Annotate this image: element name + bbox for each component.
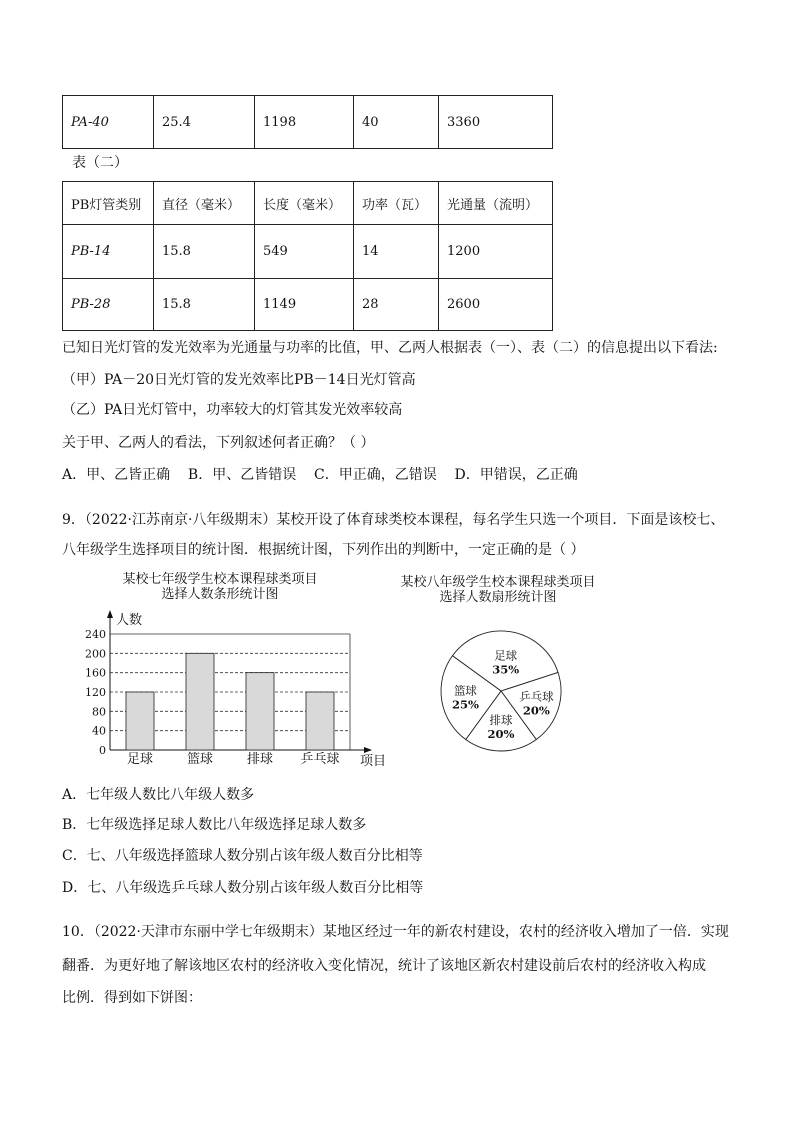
y-tick-label: 40	[92, 724, 106, 738]
table-cell: 25.4	[154, 96, 255, 149]
table-2-caption: 表（二）	[72, 155, 128, 171]
y-axis-arrow	[107, 610, 113, 618]
x-axis-arrow	[364, 747, 372, 753]
table-header-cell: PB灯管类别	[63, 182, 154, 225]
q10-line1: 10．（2022·天津市东丽中学七年级期末）某地区经过一年的新农村建设，农村的经济收入增加了一倍．实现	[62, 924, 729, 940]
bar	[186, 653, 214, 750]
table-cell: 40	[354, 96, 439, 149]
table-header-cell: 功率（瓦）	[354, 182, 439, 225]
q8-question: 关于甲、乙两人的看法，下列叙述何者正确？（ ）	[62, 435, 375, 451]
table-cell: 549	[255, 225, 354, 279]
bar-chart-title-line1: 某校七年级学生校本课程球类项目	[122, 572, 318, 587]
bar	[306, 692, 334, 750]
table-cell: 1200	[439, 225, 553, 279]
table-row	[63, 225, 553, 279]
table-1	[62, 95, 553, 149]
pie-chart-title-line1: 某校八年级学生校本课程球类项目	[400, 575, 596, 590]
table-header-row	[63, 182, 553, 225]
table-cell: 15.8	[154, 225, 255, 279]
q9-option-a: A．七年级人数比八年级人数多	[62, 787, 255, 803]
x-tick-label: 足球	[126, 752, 154, 767]
table-cell: PB-14	[63, 225, 154, 279]
table-cell: 1198	[255, 96, 354, 149]
bar-chart-title	[100, 572, 340, 602]
y-tick-label: 0	[99, 744, 106, 757]
y-axis-label: 人数	[116, 613, 143, 628]
pie-slice-label: 乒乓球	[519, 689, 554, 704]
q8-statement-a: （甲）PA－20日光灯管的发光效率比PB－14日光灯管高	[62, 372, 416, 388]
q9-option-b: B．七年级选择足球人数比八年级选择足球人数多	[62, 817, 367, 833]
table-cell: PB-28	[63, 279, 154, 331]
pie-chart-title	[370, 575, 626, 605]
q9-line2: 八年级学生选择项目的统计图．根据统计图，下列作出的判断中，一定正确的是（ ）	[62, 542, 585, 558]
table-cell: 2600	[439, 279, 553, 331]
table-row	[63, 96, 553, 149]
pie-slice-label: 排球	[489, 712, 513, 727]
pie-chart	[436, 626, 566, 756]
table-header-cell: 光通量（流明）	[439, 182, 553, 225]
x-tick-label: 排球	[246, 752, 274, 767]
q8-options: A．甲、乙皆正确 B．甲、乙皆错误 C．甲正确，乙错误 D．甲错误，乙正确	[62, 467, 578, 483]
y-tick-label: 80	[92, 705, 106, 719]
table-cell: 3360	[439, 96, 553, 149]
bar-chart-title-line2: 选择人数条形统计图	[161, 587, 279, 602]
table-header-cell: 直径（毫米）	[154, 182, 255, 225]
x-tick-label: 乒乓球	[300, 752, 340, 767]
y-tick-label: 160	[85, 666, 106, 680]
pie-slice-value: 20%	[487, 726, 515, 741]
y-tick-label: 120	[85, 686, 106, 699]
q9-line1: 9．（2022·江苏南京·八年级期末）某校开设了体育球类校本课程，每名学生只选一个项目．下面是该校七、	[62, 512, 725, 528]
pie-slice-label: 篮球	[453, 683, 477, 698]
q10-line2: 翻番．为更好地了解该地区农村的经济收入变化情况，统计了该地区新农村建设前后农村的经济收入构成	[62, 958, 706, 974]
table-cell: 15.8	[154, 279, 255, 331]
table-header-cell: 长度（毫米）	[255, 182, 354, 225]
pie-chart-title-line2: 选择人数扇形统计图	[439, 590, 557, 605]
q9-option-c: C．七、八年级选择篮球人数分别占该年级人数百分比相等	[62, 848, 423, 864]
pie-slice-label: 足球	[494, 648, 518, 663]
bar	[246, 673, 274, 750]
pie-slice-value: 20%	[522, 703, 550, 718]
q10-line3: 比例．得到如下饼图：	[62, 990, 202, 1006]
table-row	[63, 279, 553, 331]
bar-chart	[70, 606, 400, 776]
table-2	[62, 181, 553, 331]
pie-slice-value: 35%	[492, 662, 520, 677]
q8-statement-b: （乙）PA日光灯管中，功率较大的灯管其发光效率较高	[62, 402, 403, 418]
table-cell: PA-40	[63, 96, 154, 149]
y-tick-label: 200	[85, 647, 106, 661]
pie-slice-value: 25%	[451, 697, 479, 712]
table-cell: 28	[354, 279, 439, 331]
table-cell: 1149	[255, 279, 354, 331]
x-tick-label: 篮球	[186, 752, 214, 767]
y-tick-label: 240	[85, 628, 106, 641]
bar	[126, 692, 154, 750]
q8-intro: 已知日光灯管的发光效率为光通量与功率的比值，甲、乙两人根据表（一）、表（二）的信息提出以下看法:	[62, 340, 718, 356]
q9-option-d: D．七、八年级选乒乓球人数分别占该年级人数百分比相等	[62, 880, 424, 896]
table-cell: 14	[354, 225, 439, 279]
x-axis-label: 项目	[360, 754, 387, 769]
